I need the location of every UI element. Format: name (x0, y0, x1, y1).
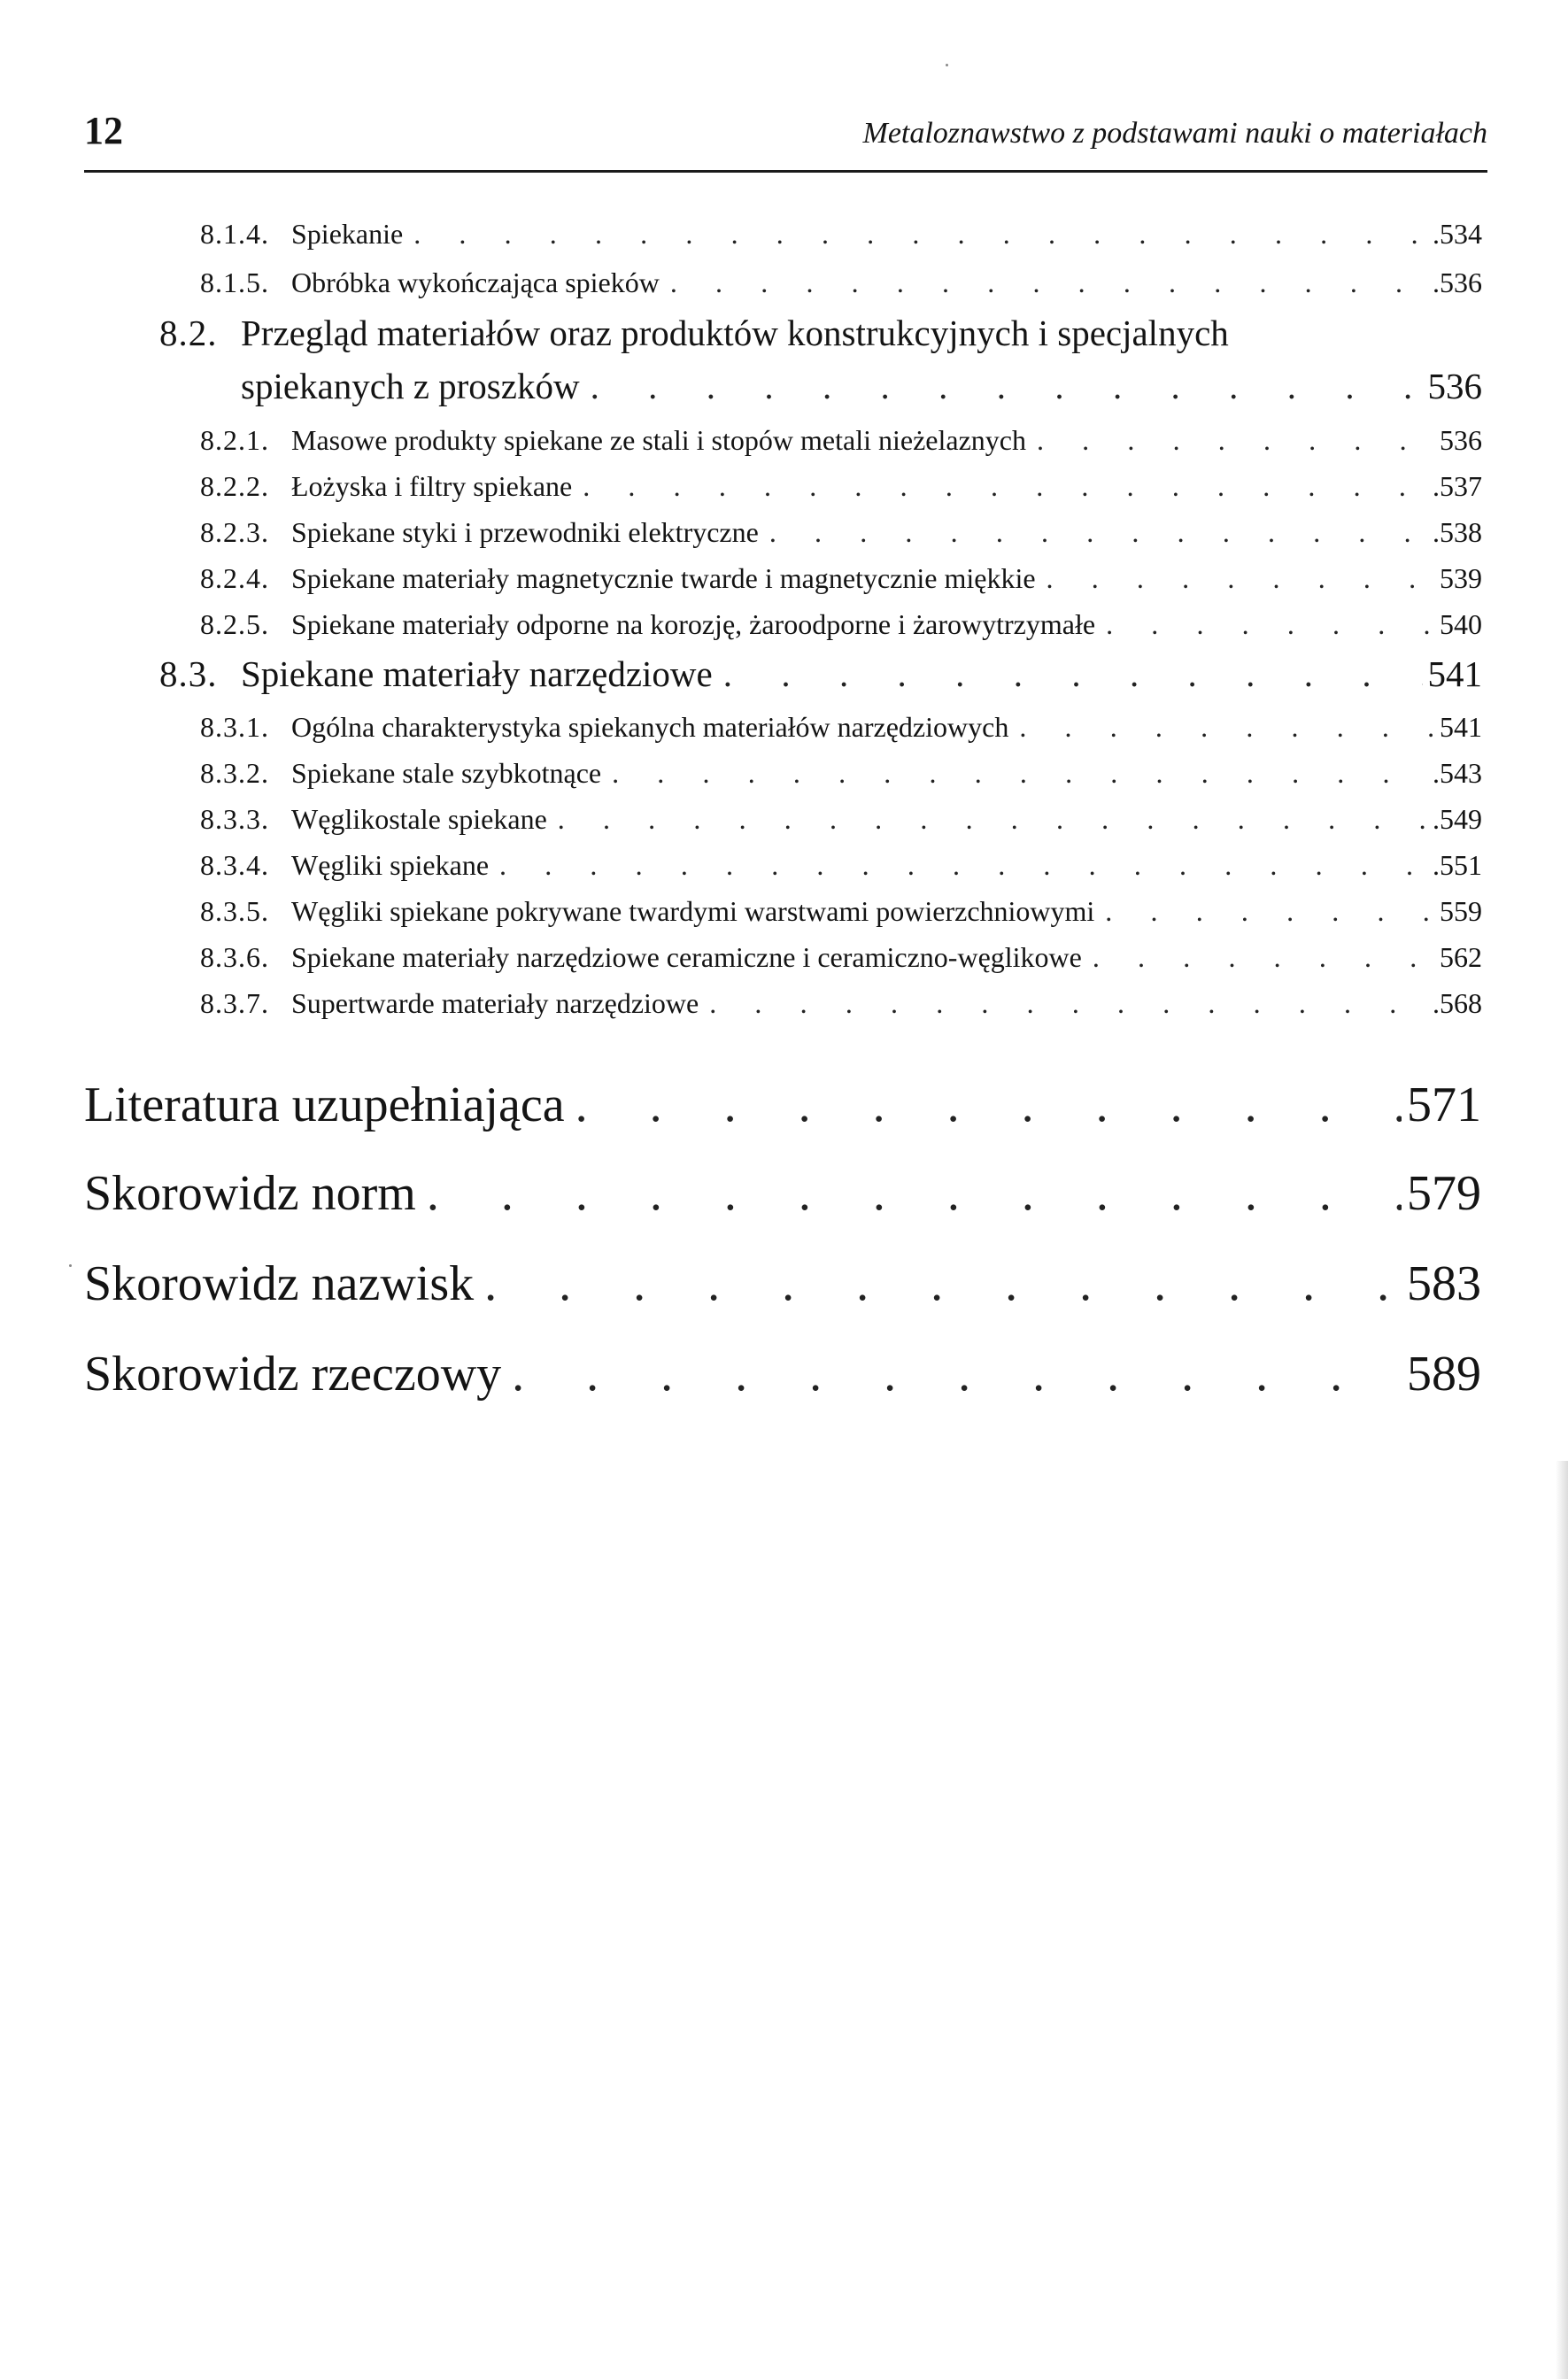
header-rule (84, 170, 1487, 173)
toc-entry-number: 8.1.4. (200, 218, 269, 250)
toc-entry-number: 8.3.5. (200, 895, 269, 927)
dot-leader (499, 849, 1427, 882)
scan-edge-shadow (1556, 1461, 1568, 2379)
toc-entry-8-2-4[interactable] (200, 562, 1482, 595)
toc-entry-number: 8.2.4. (200, 562, 269, 594)
running-head (84, 97, 1487, 151)
toc-entry-8-3-7[interactable] (200, 987, 1482, 1020)
toc-entry-page: 541 (1440, 711, 1482, 743)
toc-entry-number: 8.2.2. (200, 470, 269, 502)
toc-entry-8-3-4[interactable] (200, 849, 1482, 882)
toc-entry-skorowidz-norm[interactable] (84, 1165, 1481, 1222)
toc-entry-page: .536 (1433, 266, 1482, 298)
toc-entry-literatura[interactable] (84, 1077, 1481, 1133)
toc-entry-number: 8.3.4. (200, 849, 269, 881)
toc-entry-title: Spiekanie (291, 218, 404, 250)
dot-leader (723, 653, 1423, 695)
toc-entry-title: Węgliki spiekane (291, 849, 490, 881)
toc-entry-title: Spiekane materiały magnetycznie twarde i magnetycznie miękkie (291, 562, 1036, 594)
toc-entry-title: Spiekane materiały odporne na korozję, żaroodporne i żarowytrzymałe (291, 608, 1096, 640)
dot-leader (1106, 608, 1434, 641)
toc-entry-number: 8.3.7. (200, 987, 269, 1019)
toc-entry-title: Skorowidz nazwisk (84, 1256, 475, 1311)
toc-entry-page: 583 (1407, 1256, 1481, 1311)
toc-entry-title: Skorowidz norm (84, 1166, 416, 1221)
toc-entry-title: Obróbka wykończająca spieków (291, 266, 660, 298)
toc-entry-page: .538 (1433, 516, 1482, 548)
dot-leader (612, 757, 1427, 790)
toc-entry-8-3-2[interactable] (200, 757, 1482, 790)
toc-entry-number: 8.3.1. (200, 711, 269, 743)
toc-entry-title: Skorowidz rzeczowy (84, 1347, 502, 1402)
toc-entry-title: Masowe produkty spiekane ze stali i stopów metali nieżelaznych (291, 424, 1026, 456)
dot-leader (670, 266, 1427, 299)
toc-entry-number: 8.2. (159, 313, 218, 353)
dot-leader (1105, 895, 1434, 928)
toc-entry-page: .549 (1433, 803, 1482, 835)
toc-entry-title: Ogólna charakterystyka spiekanych materiałów narzędziowych (291, 711, 1009, 743)
toc-entry-page: 541 (1427, 653, 1482, 694)
toc-entry-number: 8.2.1. (200, 424, 269, 456)
toc-entry-number: 8.2.5. (200, 608, 269, 640)
toc-entry-title: Węgliki spiekane pokrywane twardymi warstwami powierzchniowymi (291, 895, 1095, 927)
toc-entry-page: 579 (1407, 1166, 1481, 1221)
scan-speck (946, 64, 948, 66)
toc-entry-title: Przegląd materiałów oraz produktów konstrukcyjnych i specjalnych (241, 313, 1229, 353)
toc-entry-8-1-5[interactable] (200, 266, 1482, 299)
toc-entry-title: Łożyska i filtry spiekane (291, 470, 573, 502)
toc-entry-8-2-3[interactable] (200, 516, 1482, 549)
dot-leader (1019, 711, 1434, 744)
toc-entry-number: 8.3. (159, 653, 218, 694)
toc-entry-title: Spiekane styki i przewodniki elektryczne (291, 516, 759, 548)
toc-entry-page: .543 (1433, 757, 1482, 789)
dot-leader (591, 365, 1423, 407)
toc-entry-8-3-5[interactable] (200, 895, 1482, 928)
toc-entry-page: 559 (1440, 895, 1482, 927)
toc-entry-skorowidz-rzeczowy[interactable] (84, 1346, 1481, 1402)
toc-entry-title: Literatura uzupełniająca (84, 1078, 565, 1132)
dot-leader (1047, 562, 1434, 595)
toc-entry-title: Spiekane materiały narzędziowe ceramiczne i ceramiczno-węglikowe (291, 941, 1082, 973)
toc-entry-title: Spiekane stale szybkotnące (291, 757, 602, 789)
toc-entry-8-3-6[interactable] (200, 941, 1482, 974)
dot-leader (427, 1165, 1402, 1222)
toc-entry-page: 536 (1427, 366, 1482, 406)
dot-leader (1093, 941, 1434, 974)
toc-entry-page: .568 (1433, 987, 1482, 1019)
dot-leader (583, 470, 1427, 503)
dot-leader (575, 1077, 1402, 1133)
toc-entry-page: 539 (1440, 562, 1482, 594)
toc-entry-8-3-1[interactable] (200, 711, 1482, 744)
toc-entry-page: .534 (1433, 218, 1482, 250)
toc-entry-page: .551 (1433, 849, 1482, 881)
toc-entry-8-2[interactable] (159, 312, 1482, 354)
toc-entry-8-2-continued[interactable] (241, 365, 1482, 407)
toc-entry-page: 536 (1440, 424, 1482, 456)
running-title: Metaloznawstwo z podstawami nauki o materiałach (862, 117, 1487, 150)
page-number: 12 (84, 109, 123, 152)
dot-leader (558, 803, 1427, 836)
toc-entry-number: 8.3.2. (200, 757, 269, 789)
toc-entry-number: 8.3.3. (200, 803, 269, 835)
toc-entry-skorowidz-nazwisk[interactable] (84, 1255, 1481, 1312)
toc-entry-number: 8.1.5. (200, 266, 269, 298)
toc-entry-title: spiekanych z proszków (241, 366, 580, 406)
dot-leader (413, 218, 1427, 251)
toc-entry-8-3[interactable] (159, 653, 1482, 695)
toc-entry-title: Węglikostale spiekane (291, 803, 547, 835)
toc-entry-number: 8.3.6. (200, 941, 269, 973)
dot-leader (512, 1346, 1402, 1402)
scan-speck (69, 1264, 72, 1267)
toc-entry-8-3-3[interactable] (200, 803, 1482, 836)
dot-leader (769, 516, 1427, 549)
toc-entry-8-2-1[interactable] (200, 424, 1482, 457)
toc-entry-number: 8.2.3. (200, 516, 269, 548)
toc-entry-page: .537 (1433, 470, 1482, 502)
toc-entry-8-2-2[interactable] (200, 470, 1482, 503)
toc-entry-title: Supertwarde materiały narzędziowe (291, 987, 699, 1019)
toc-entry-page: 571 (1407, 1078, 1481, 1132)
dot-leader (1037, 424, 1434, 457)
toc-entry-page: 540 (1440, 608, 1482, 640)
toc-entry-page: 562 (1440, 941, 1482, 973)
toc-entry-8-1-4[interactable] (200, 218, 1482, 251)
dot-leader (484, 1255, 1402, 1312)
toc-entry-title: Spiekane materiały narzędziowe (241, 653, 713, 694)
dot-leader (709, 987, 1427, 1020)
toc-entry-page: 589 (1407, 1347, 1481, 1402)
toc-entry-8-2-5[interactable] (200, 608, 1482, 641)
